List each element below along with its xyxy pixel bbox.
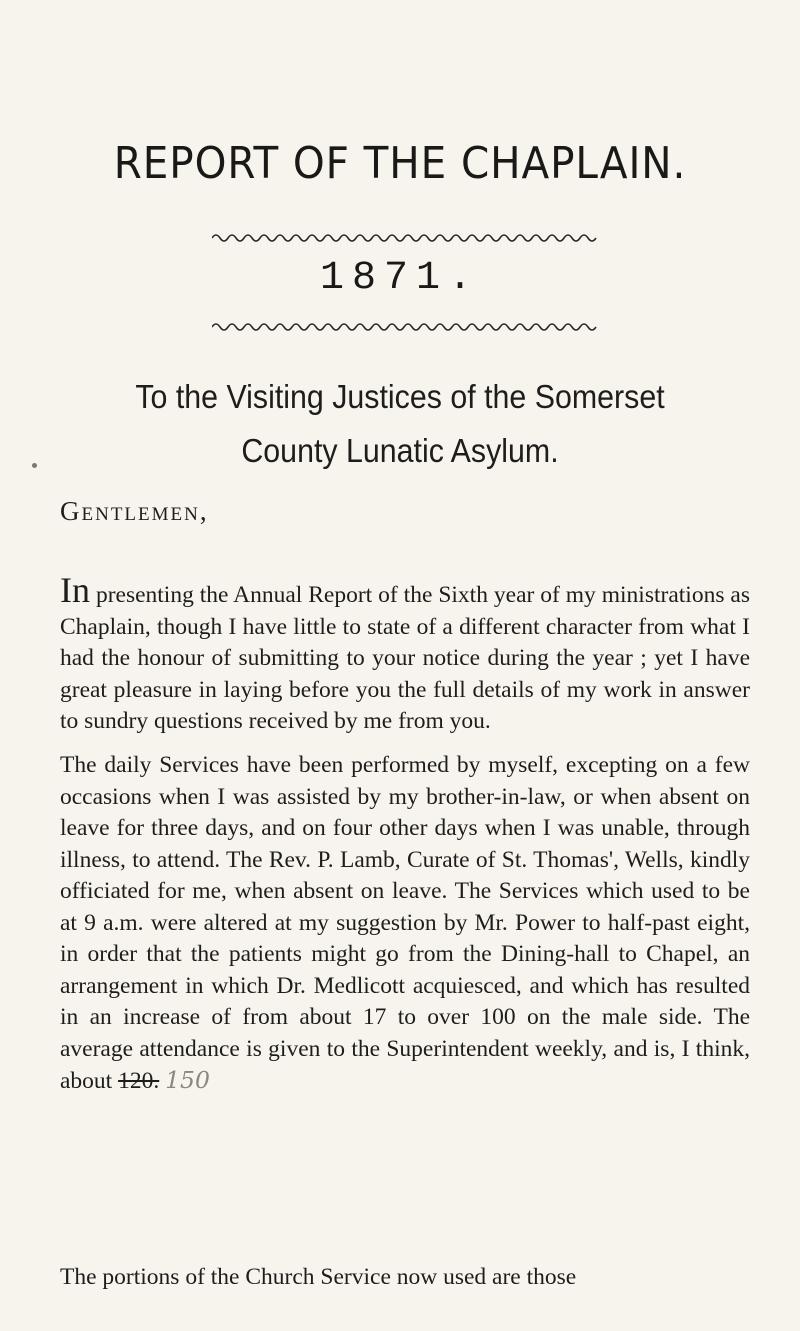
paragraph-1-text: presenting the Annual Report of the Sixth year of my ministrations as Chaplain, though I have little to state of a different character from what I had the honour of submitting to your notice during the year ; yet I have great pleasure in laying before you the full details of my work in answer to sundry questions received by me from you.: [60, 582, 750, 734]
handwritten-correction: 150: [165, 1066, 210, 1094]
paragraph-2-text: The daily Services have been performed by myself, excepting on a few occasions when I was assisted by my brother-in-law, or when absent on leave for three days, and on four other days when I was unable, through illness, to attend. The Rev. P. Lamb, Curate of St. Thomas', Wells, kindly officiated for me, when absent on leave. The Services which used to be at 9 a.m. were altered at my suggestion by Mr. Power to half-past eight, in order that the patients might go from the Dining-hall to Chapel, an arrangement in which Dr. Medlicott acquiesced, and which has resulted in an increase of from about 17 to over 100 on the male side. The average attendance is given to the Superintendent weekly, and is, I think, about: [60, 752, 750, 1094]
report-year: 1871.: [319, 256, 481, 301]
paragraph-3: [60, 1262, 750, 1294]
margin-dot: [32, 463, 37, 468]
struck-number: 120.: [118, 1068, 160, 1094]
paragraph-1: [60, 572, 750, 738]
salutation: Gentlemen,: [60, 496, 209, 526]
drop-cap: In: [60, 570, 90, 610]
wavy-rule-top: [212, 231, 597, 245]
wavy-rule-bottom: [212, 320, 597, 334]
address-line: To the Visiting Justices of the Somerset County Lunatic Asylum.: [135, 378, 665, 469]
paragraph-2: [60, 750, 750, 1098]
page-title: REPORT OF THE CHAPLAIN.: [113, 138, 687, 189]
paragraph-3-text: The portions of the Church Service now used are those: [60, 1264, 577, 1290]
